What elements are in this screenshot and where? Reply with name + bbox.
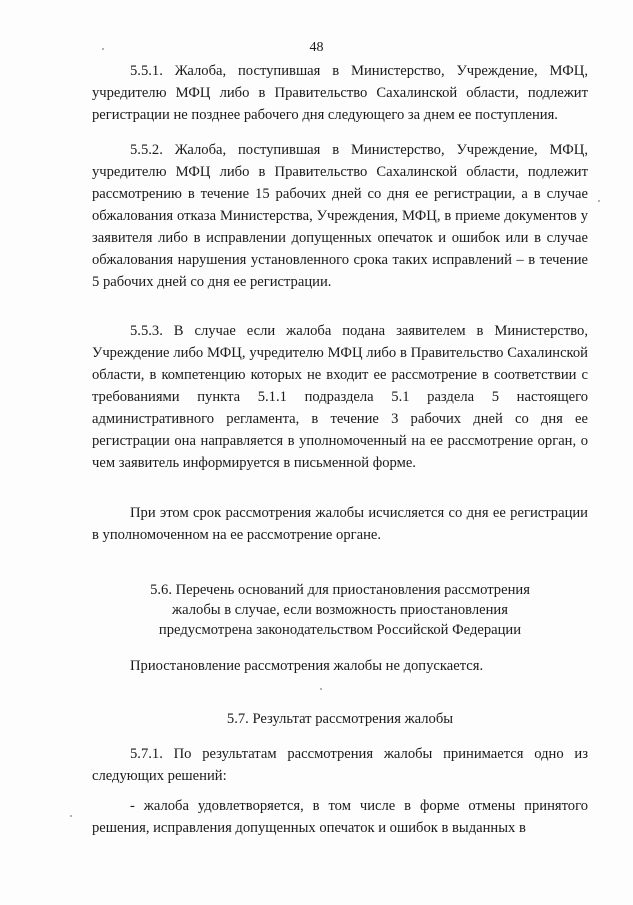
section-heading-5-6 <box>92 580 588 640</box>
paragraph-5-5-3 <box>92 320 588 474</box>
scan-speck <box>598 200 600 202</box>
paragraph-suspension: Приостановление рассмотрения жалобы не допускается. <box>130 658 484 674</box>
paragraph-text: При этом срок рассмотрения жалобы исчисляется со дня ее регистрации в уполномоченном на ее рассмотрение органе. <box>92 505 588 543</box>
paragraph-5-5-2 <box>92 139 588 293</box>
paragraph-text: - жалоба удовлетворяется, в том числе в форме отмены принятого решения, исправления допущенных опечаток и ошибок в выданных в <box>92 798 588 836</box>
paragraph-text: 5.5.1. Жалоба, поступившая в Министерство, Учреждение, МФЦ, учредителю МФЦ либо в Правительство Сахалинской области, подлежит регистрации не позднее рабочего дня следующего за днем ее поступления. <box>92 63 588 123</box>
page-number: 48 <box>309 40 324 55</box>
paragraph-bullet <box>92 795 588 839</box>
paragraph-text: 5.5.2. Жалоба, поступившая в Министерство, Учреждение, МФЦ, учредителю МФЦ либо в Правительство Сахалинской области, подлежит рассмотрению в течение 15 рабочих дней со дня ее регистрации, а в случае обжалования отказа Министерства, Учреждения, МФЦ, в приеме документов у заявителя либо в исправлении допущенных опечаток и ошибок или в случае обжалования нарушения установленного срока таких исправлений – в течение 5 рабочих дней со дня ее регистрации. <box>92 142 588 290</box>
scan-speck <box>102 48 104 50</box>
paragraph-term <box>92 502 588 546</box>
scan-speck <box>320 688 322 690</box>
paragraph-text: 5.5.3. В случае если жалоба подана заявителем в Министерство, Учреждение либо МФЦ, учредителю МФЦ либо в Правительство Сахалинской области, в компетенцию которых не входит ее рассмотрение в соответствии с требованиями пункта 5.1.1 подраздела 5.1 раздела 5 настоящего административного регламента, в течение 3 рабочих дней со дня ее регистрации она направляется в уполномоченный на ее рассмотрение орган, о чем заявитель информируется в письменной форме. <box>92 323 588 471</box>
paragraph-text: 5.7.1. По результатам рассмотрения жалобы принимается одно из следующих решений: <box>92 746 588 784</box>
heading-line: 5.6. Перечень оснований для приостановления рассмотрения <box>150 582 530 598</box>
paragraph-5-5-1 <box>92 60 588 126</box>
scan-speck <box>70 815 72 817</box>
paragraph-5-7-1 <box>92 743 588 787</box>
heading-line: жалобы в случае, если возможность приостановления <box>172 602 508 618</box>
section-heading-5-7: 5.7. Результат рассмотрения жалобы <box>226 711 454 727</box>
heading-line: предусмотрена законодательством Российской Федерации <box>158 622 522 638</box>
